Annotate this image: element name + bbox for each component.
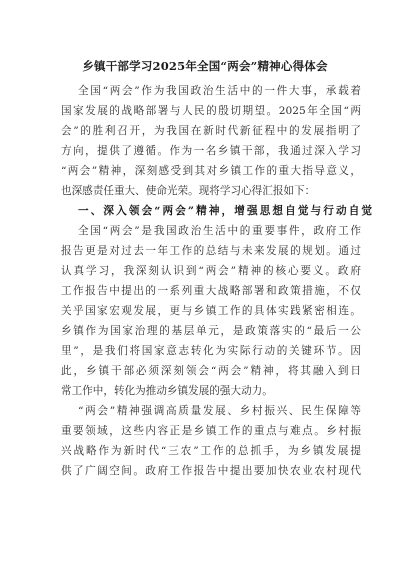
section-heading: 一、深入领会“两会”精神，增强思想自觉与行动自觉 (78, 205, 372, 217)
paragraph-line: 认真学习，我深刻认识到“两会”精神的核心要义。政府 (61, 265, 361, 277)
paragraph-line: 全国“两会”作为我国政治生活中的一件大事，承载着 (78, 85, 361, 97)
paragraph-line: 此，乡镇干部必须深刻领会“两会”精神，将其融入到日 (61, 365, 361, 377)
paragraph-line: 常工作中，转化为推动乡镇发展的强大动力。 (61, 385, 273, 397)
paragraph-line: 兴战略作为新时代“三农”工作的总抓手，为乡镇发展提 (61, 445, 361, 457)
paragraph-line: 报告更是对过去一年工作的总结与未来发展的规划。通过 (61, 245, 361, 257)
paragraph-line: “两会”精神强调高质量发展、乡村振兴、民生保障等 (78, 405, 361, 417)
paragraph-line: 工作报告中提出的一系列重大战略部署和政策措施，不仅 (61, 285, 361, 297)
paragraph-line: 方向，提供了遵循。作为一名乡镇干部，我通过深入学习 (61, 145, 361, 157)
paragraph-line: 关乎国家宏观发展，更与乡镇工作的具体实践紧密相连。 (61, 305, 361, 317)
paragraph-line: 也深感责任重大、使命光荣。现将学习心得汇报如下： (61, 185, 316, 197)
paragraph-line: 全国“两会”是我国政治生活中的重要事件，政府工作 (78, 225, 361, 237)
paragraph-line: 国家发展的战略部署与人民的殷切期望。2025年全国“两 (61, 105, 361, 117)
paragraph-line: 供了广阔空间。政府工作报告中提出要加快农业农村现代 (61, 465, 361, 477)
paragraph-line: 会”的胜利召开，为我国在新时代新征程中的发展指明了 (61, 125, 361, 137)
paragraph-line: “两会”精神，深刻感受到其对乡镇工作的重大指导意义， (61, 165, 361, 177)
paragraph-line: 乡镇作为国家治理的基层单元，是政策落实的“最后一公 (61, 325, 361, 337)
document-title: 乡镇干部学习2025年全国“两会”精神心得体会 (82, 59, 328, 73)
paragraph-line: 重要领域，这些内容正是乡镇工作的重点与难点。乡村振 (61, 425, 361, 437)
paragraph-line: 里”，是我们将国家意志转化为实际行动的关键环节。因 (61, 345, 361, 357)
